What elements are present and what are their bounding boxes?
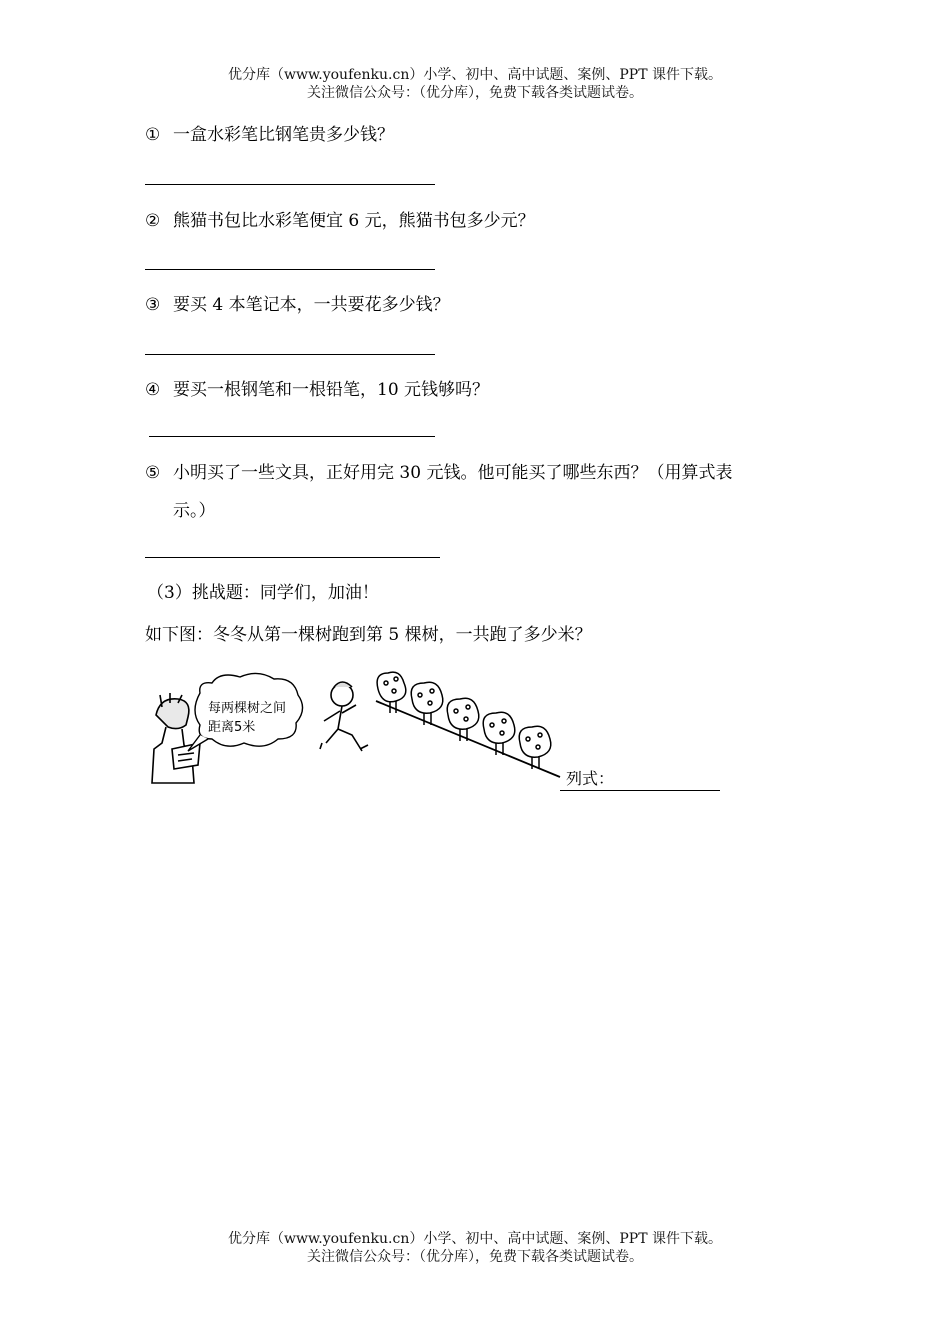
question-5-continued: 示。） [173, 501, 216, 521]
formula-answer-field[interactable]: 列式： [560, 769, 720, 791]
question-1 [145, 124, 394, 146]
question-4 [145, 379, 489, 401]
question-3 [145, 294, 450, 316]
question-2 [145, 210, 535, 232]
question-number: ② [145, 211, 161, 231]
header-line-2: 关注微信公众号：（优分库），免费下载各类试题试卷。 [307, 85, 643, 101]
question-5 [145, 462, 732, 484]
challenge-title: （3）挑战题：同学们，加油！ [147, 583, 379, 603]
boy-reading-icon [152, 693, 200, 783]
bubble-line-2: 距离5米 [208, 720, 256, 735]
bubble-line-1: 每两棵树之间 [208, 701, 287, 716]
question-number: ③ [145, 295, 161, 315]
footer-line-1: 优分库（www.youfenku.cn）小学、初中、高中试题、案例、PPT 课件下载。 [227, 1231, 722, 1247]
tree-icons [377, 672, 551, 769]
bubble-text [208, 699, 286, 737]
question-number: ① [145, 125, 161, 145]
answer-line-1[interactable] [145, 184, 435, 185]
page-header [0, 66, 950, 102]
question-number: ⑤ [145, 463, 161, 483]
question-text: 熊猫书包比水彩笔便宜 6 元，熊猫书包多少元？ [173, 211, 535, 231]
question-text: 小明买了一些文具，正好用完 30 元钱。他可能买了哪些东西？（用算式表 [173, 463, 733, 483]
answer-line-2[interactable] [145, 269, 435, 270]
page-footer [0, 1230, 950, 1266]
question-text: 要买 4 本笔记本，一共要花多少钱？ [173, 295, 450, 315]
answer-line-4[interactable] [149, 436, 435, 437]
footer-line-2: 关注微信公众号：（优分库），免费下载各类试题试卷。 [307, 1249, 643, 1265]
question-text: 要买一根钢笔和一根铅笔，10 元钱够吗？ [173, 380, 490, 400]
running-kid-icon [320, 682, 368, 751]
answer-line-3[interactable] [145, 354, 435, 355]
challenge-illustration [148, 665, 568, 790]
header-line-1: 优分库（www.youfenku.cn）小学、初中、高中试题、案例、PPT 课件下载。 [227, 67, 722, 83]
answer-line-5[interactable] [145, 557, 440, 558]
question-text: 一盒水彩笔比钢笔贵多少钱？ [173, 125, 394, 145]
question-number: ④ [145, 380, 161, 400]
challenge-problem: 如下图：冬冬从第一棵树跑到第 5 棵树，一共跑了多少米？ [145, 625, 592, 645]
